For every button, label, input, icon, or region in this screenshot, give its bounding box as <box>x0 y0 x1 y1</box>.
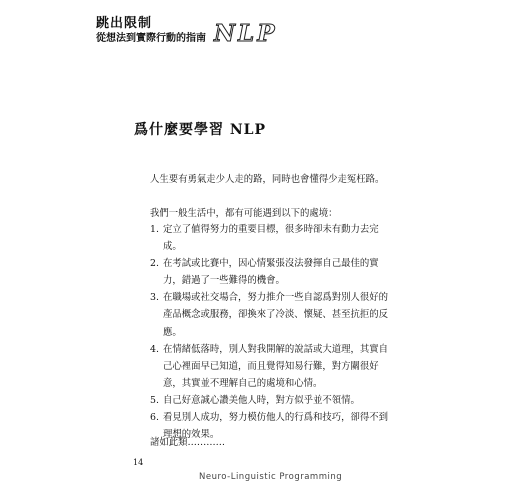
list-item-text: 在職場或社交場合，努力推介一些自認爲對別人很好的產品概念或服務，卻換來了冷淡、懷疑、甚至抗拒的反應。 <box>163 292 389 338</box>
book-title: 跳出限制 <box>96 16 153 31</box>
list-item <box>150 221 390 255</box>
closing-line: 諸如此類………… <box>150 437 226 448</box>
list-item-number: 2. <box>150 258 159 270</box>
intro-paragraph: 人生要有勇氣走少人走的路，同時也會懂得少走冤枉路。 <box>150 174 385 185</box>
list-item <box>150 341 390 392</box>
list-item-number: 6. <box>150 412 159 424</box>
list-item <box>150 289 390 340</box>
list-item-text: 在考試或比賽中，因心情緊張沒法發揮自己最佳的實力，錯過了一些難得的機會。 <box>163 258 379 287</box>
list-item-number: 1. <box>150 224 159 235</box>
list-item-number: 4. <box>150 343 159 355</box>
list-item <box>150 255 390 289</box>
page-number: 14 <box>133 458 144 467</box>
running-footer: Neuro-Linguistic Programming <box>199 472 343 482</box>
list-item-text: 自己好意誠心讚美他人時，對方似乎並不領情。 <box>163 394 360 406</box>
situation-list <box>150 221 390 443</box>
list-item-text: 看見別人成功，努力模仿他人的行爲和技巧，卻得不到理想的效果。 <box>163 412 389 441</box>
lead-paragraph: 我們一般生活中，都有可能遇到以下的處境： <box>150 208 338 219</box>
section-title: 爲什麼要學習 NLP <box>134 122 267 138</box>
list-item-text: 在情緒低落時，別人對我開解的說話或大道理，其實自己心裡面早已知道，而且覺得知易行難，對方關很好意，其實並不理解自己的處境和心情。 <box>163 343 389 389</box>
list-item-text: 定立了値得努力的重要目標，很多時卻未有動力去完成。 <box>163 224 379 253</box>
nlp-logo: NLP <box>214 20 278 47</box>
list-item <box>150 392 390 409</box>
book-subtitle: 從想法到實際行動的指南 <box>96 33 206 44</box>
list-item-number: 3. <box>150 292 159 304</box>
list-item-number: 5. <box>150 394 159 406</box>
